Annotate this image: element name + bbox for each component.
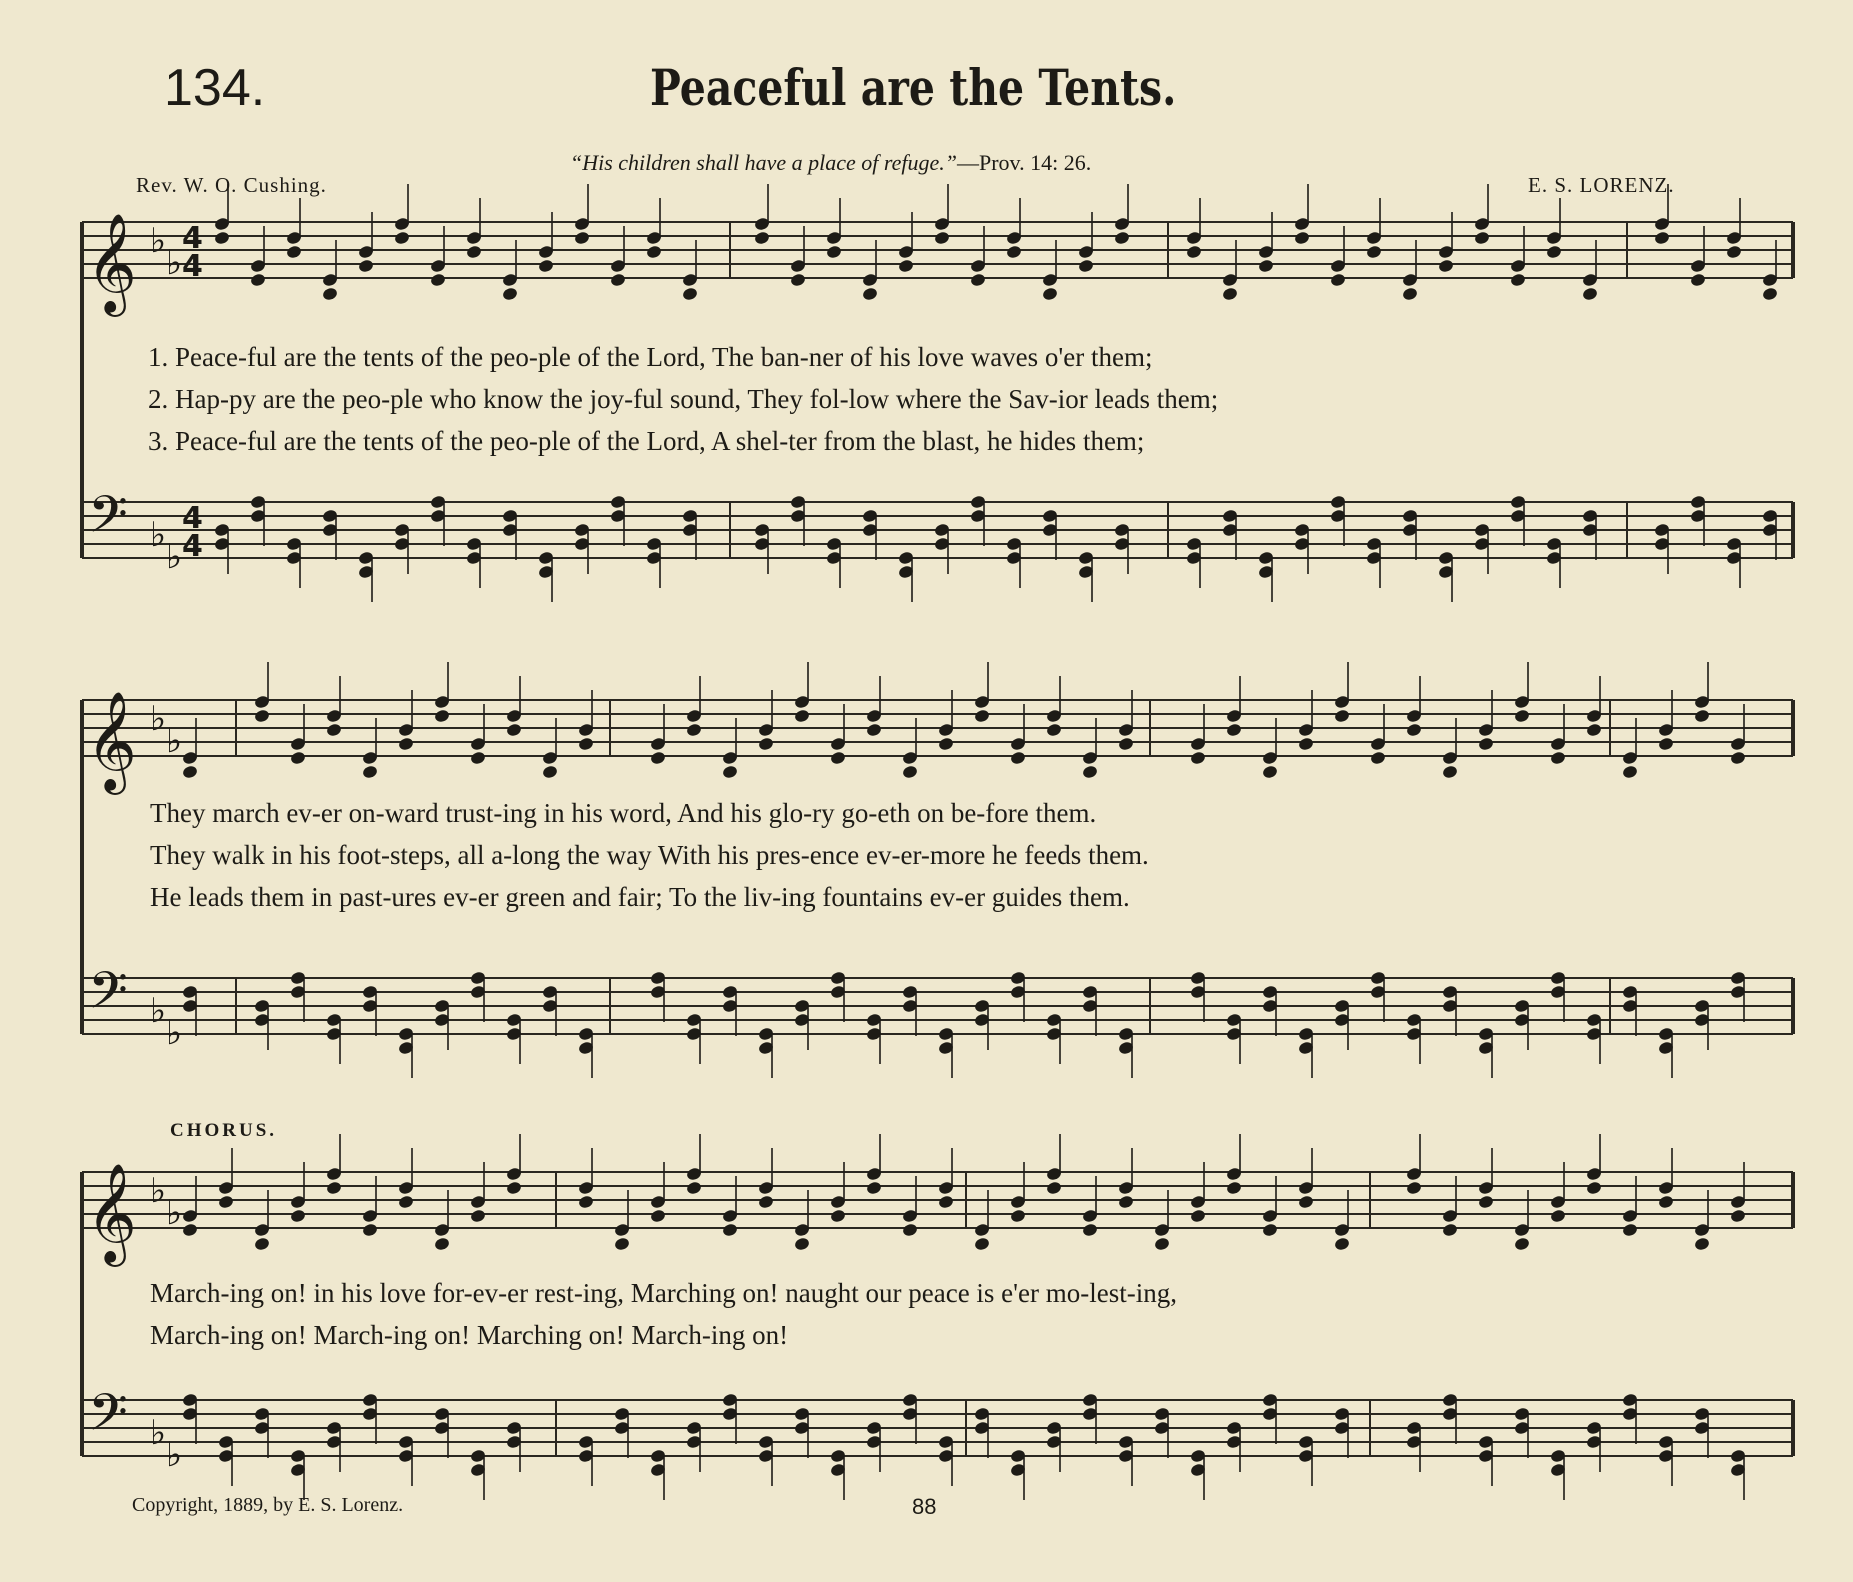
note-head <box>938 1194 955 1209</box>
note-head <box>1010 750 1027 765</box>
treble-clef-icon: 𝄞 <box>86 1163 137 1263</box>
note-head <box>790 272 807 287</box>
note-head <box>1226 722 1243 737</box>
treble-clef-icon: 𝄞 <box>86 691 137 791</box>
flat-icon: ♭ <box>150 1171 167 1211</box>
note-head <box>218 1194 235 1209</box>
composer-credit: E. S. LORENZ. <box>1528 173 1675 197</box>
flat-icon: ♭ <box>166 1435 183 1475</box>
note-head <box>326 1180 343 1195</box>
note-head <box>1222 286 1239 301</box>
note-head <box>398 1194 415 1209</box>
note-head <box>1118 1194 1135 1209</box>
note-head <box>250 272 267 287</box>
note-head <box>1370 750 1387 765</box>
note-head <box>362 1222 379 1237</box>
note-head <box>506 1180 523 1195</box>
note-head <box>394 230 411 245</box>
note-head <box>866 722 883 737</box>
time-signature-top: 4 <box>182 221 203 256</box>
note-head <box>974 708 991 723</box>
note-head <box>1114 230 1131 245</box>
note-head <box>830 1208 847 1223</box>
verse-3-line-2: He leads them in past-ures ev-er green and fair; To the liv-ing fountains ev-er guides them. <box>150 882 1130 912</box>
copyright-notice: Copyright, 1889, by E. S. Lorenz. <box>132 1494 404 1516</box>
note-head <box>1514 708 1531 723</box>
note-head <box>1006 244 1023 259</box>
verse-1-line-1: 1. Peace-ful are the tents of the peo-ple of the Lord, The ban-ner of his love waves o'er them; <box>148 342 1153 372</box>
note-head <box>1190 750 1207 765</box>
note-head <box>1442 764 1459 779</box>
note-head <box>1730 1208 1747 1223</box>
note-head <box>1478 736 1495 751</box>
page-number: 88 <box>912 1494 937 1519</box>
note-head <box>398 736 415 751</box>
note-head <box>758 736 775 751</box>
note-head <box>1046 1180 1063 1195</box>
note-head <box>1402 286 1419 301</box>
note-head <box>1046 722 1063 737</box>
lyricist-credit: Rev. W. O. Cushing. <box>136 173 327 197</box>
chorus-label: CHORUS. <box>170 1120 278 1141</box>
note-head <box>686 1180 703 1195</box>
flat-icon: ♭ <box>166 1193 183 1233</box>
note-head <box>1298 1194 1315 1209</box>
note-head <box>1658 1194 1675 1209</box>
note-head <box>1622 1222 1639 1237</box>
note-head <box>430 272 447 287</box>
bass-clef-icon: 𝄢 <box>88 1382 128 1455</box>
note-head <box>902 764 919 779</box>
note-head <box>1118 736 1135 751</box>
note-head <box>542 764 559 779</box>
note-head <box>1510 272 1527 287</box>
note-head <box>1082 764 1099 779</box>
note-head <box>214 230 231 245</box>
treble-clef-icon: 𝄞 <box>86 213 137 313</box>
note-head <box>434 1236 451 1251</box>
note-head <box>1010 1208 1027 1223</box>
note-head <box>970 272 987 287</box>
note-head <box>1262 764 1279 779</box>
bass-staff <box>82 978 1793 1034</box>
note-head <box>470 1208 487 1223</box>
note-head <box>1586 1180 1603 1195</box>
flat-icon: ♭ <box>166 1013 183 1053</box>
chorus-line-2: March-ing on! March-ing on! Marching on! March-ing on! <box>150 1320 789 1350</box>
note-head <box>1334 1236 1351 1251</box>
note-head <box>1154 1236 1171 1251</box>
note-head <box>650 1208 667 1223</box>
note-head <box>1586 722 1603 737</box>
note-head <box>826 244 843 259</box>
note-head <box>466 244 483 259</box>
note-head <box>646 244 663 259</box>
note-head <box>1550 750 1567 765</box>
flat-icon: ♭ <box>150 1413 167 1453</box>
note-head <box>322 286 339 301</box>
note-head <box>254 708 271 723</box>
verse-1-line-2: They march ev-er on-ward trust-ing in his word, And his glo-ry go-eth on be-fore them. <box>150 798 1097 828</box>
note-head <box>938 736 955 751</box>
note-head <box>358 258 375 273</box>
note-head <box>1186 244 1203 259</box>
note-head <box>362 764 379 779</box>
note-head <box>182 764 199 779</box>
hymn-number: 134. <box>164 59 266 117</box>
note-head <box>1262 1222 1279 1237</box>
flat-icon: ♭ <box>150 515 167 555</box>
flat-icon: ♭ <box>150 991 167 1031</box>
note-head <box>1582 286 1599 301</box>
note-head <box>794 1236 811 1251</box>
note-head <box>722 764 739 779</box>
bass-clef-icon: 𝄢 <box>88 484 128 557</box>
flat-icon: ♭ <box>150 699 167 739</box>
note-head <box>506 722 523 737</box>
note-head <box>830 750 847 765</box>
note-head <box>1478 1194 1495 1209</box>
note-head <box>1226 1180 1243 1195</box>
verse-2-line-1: 2. Hap-py are the peo-ple who know the joy-ful sound, They fol-low where the Sav-ior leads them; <box>148 384 1219 414</box>
treble-staff <box>82 1172 1793 1228</box>
time-signature-bottom: 4 <box>182 529 203 564</box>
note-head <box>290 750 307 765</box>
note-head <box>1190 1208 1207 1223</box>
chorus-line-1: March-ing on! in his love for-ev-er rest-ing, Marching on! naught our peace is e'er mo-lest-ing, <box>150 1278 1177 1308</box>
note-head <box>1694 1236 1711 1251</box>
note-head <box>862 286 879 301</box>
note-head <box>1258 258 1275 273</box>
note-head <box>1078 258 1095 273</box>
epigraph-quote: “His children shall have a place of refuge.” <box>570 150 957 175</box>
note-head <box>686 722 703 737</box>
note-head <box>1694 708 1711 723</box>
note-head <box>866 1180 883 1195</box>
note-head <box>326 722 343 737</box>
note-head <box>650 750 667 765</box>
flat-icon: ♭ <box>166 721 183 761</box>
flat-icon: ♭ <box>166 243 183 283</box>
note-head <box>1042 286 1059 301</box>
note-head <box>1690 272 1707 287</box>
note-head <box>794 708 811 723</box>
note-head <box>1406 1180 1423 1195</box>
note-head <box>1622 764 1639 779</box>
note-head <box>1082 1222 1099 1237</box>
note-head <box>502 286 519 301</box>
note-head <box>1550 1208 1567 1223</box>
note-head <box>1730 750 1747 765</box>
note-head <box>182 1222 199 1237</box>
note-head <box>1406 722 1423 737</box>
note-head <box>1294 230 1311 245</box>
note-head <box>974 1236 991 1251</box>
note-head <box>434 708 451 723</box>
note-head <box>1438 258 1455 273</box>
note-head <box>758 1194 775 1209</box>
hymn-title: Peaceful are the Tents. <box>650 58 1177 117</box>
note-head <box>1514 1236 1531 1251</box>
note-head <box>1442 1222 1459 1237</box>
bass-clef-icon: 𝄢 <box>88 960 128 1033</box>
note-head <box>934 230 951 245</box>
note-head <box>1658 736 1675 751</box>
note-head <box>682 286 699 301</box>
note-head <box>722 1222 739 1237</box>
flat-icon: ♭ <box>150 221 167 261</box>
note-head <box>1654 230 1671 245</box>
note-head <box>754 230 771 245</box>
note-head <box>614 1236 631 1251</box>
note-head <box>290 1208 307 1223</box>
note-head <box>254 1236 271 1251</box>
time-signature-bottom: 4 <box>182 249 203 284</box>
note-head <box>574 230 591 245</box>
note-head <box>1334 708 1351 723</box>
treble-staff <box>82 222 1793 278</box>
note-head <box>1330 272 1347 287</box>
note-head <box>470 750 487 765</box>
note-head <box>286 244 303 259</box>
flat-icon: ♭ <box>166 537 183 577</box>
note-head <box>902 1222 919 1237</box>
verse-2-line-2: They walk in his foot-steps, all a-long the way With his pres-ence ev-er-more he feeds them. <box>150 840 1149 870</box>
verse-3-line-1: 3. Peace-ful are the tents of the peo-ple of the Lord, A shel-ter from the blast, he hides them; <box>148 426 1145 456</box>
epigraph-source: —Prov. 14: 26. <box>957 150 1092 175</box>
note-head <box>1474 230 1491 245</box>
note-head <box>578 736 595 751</box>
note-head <box>1298 736 1315 751</box>
note-head <box>610 272 627 287</box>
note-head <box>538 258 555 273</box>
time-signature-top: 4 <box>182 501 203 536</box>
note-head <box>1762 286 1779 301</box>
note-head <box>898 258 915 273</box>
note-head <box>1366 244 1383 259</box>
note-head <box>1726 244 1743 259</box>
note-head <box>1546 244 1563 259</box>
note-head <box>578 1194 595 1209</box>
